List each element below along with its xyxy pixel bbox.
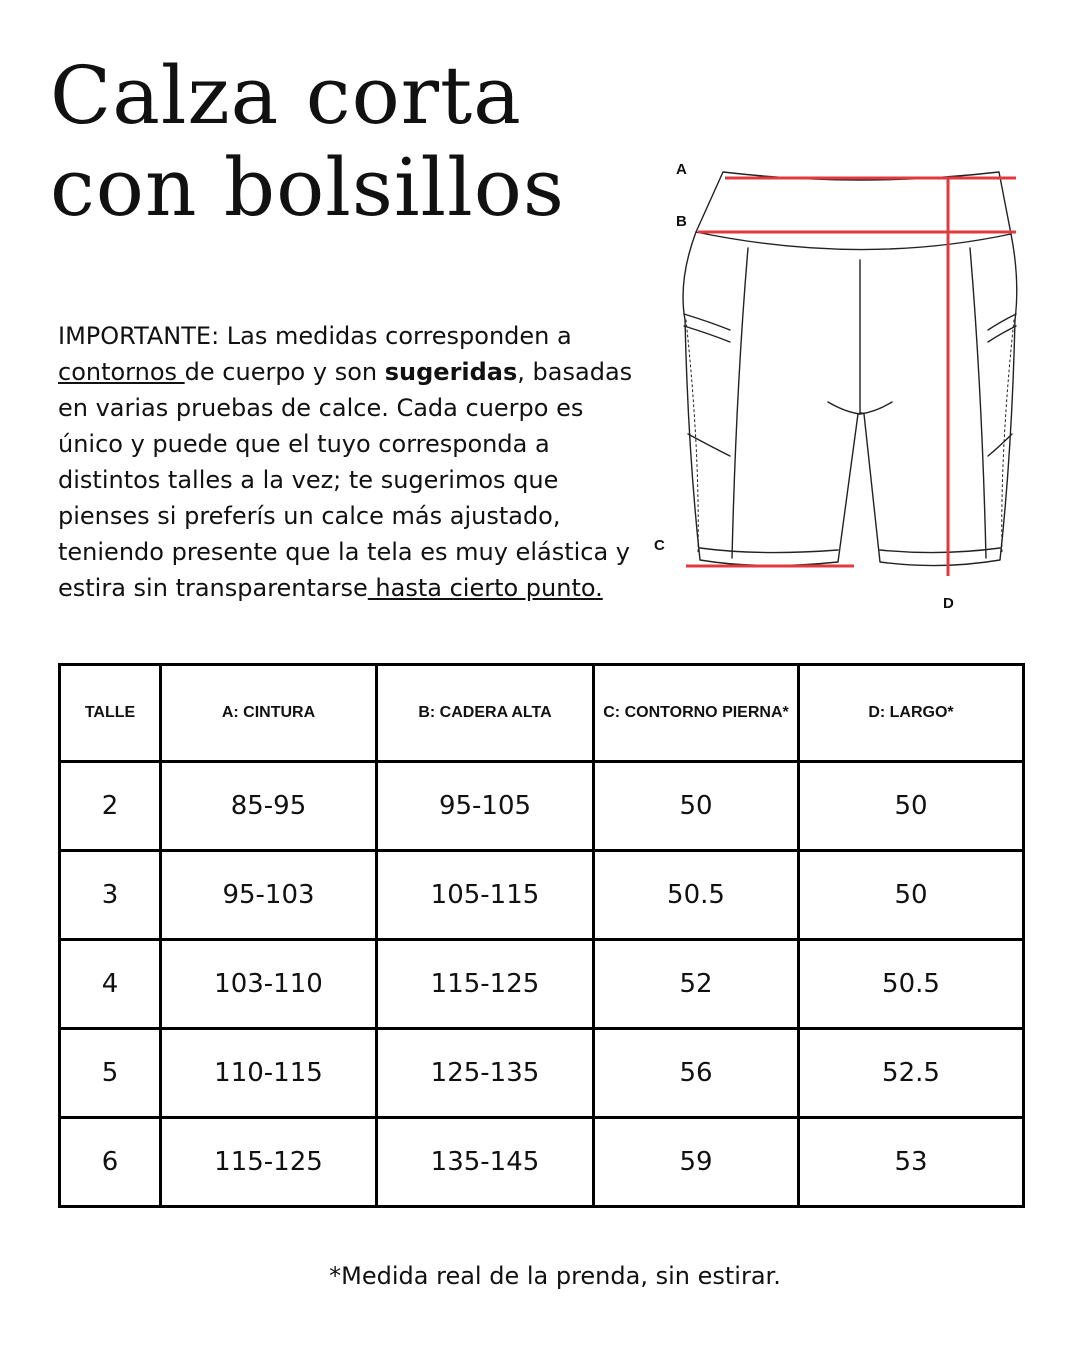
cell-cadera-alta: 105-115 [377,851,594,940]
cell-cadera-alta: 115-125 [377,940,594,1029]
footnote: *Medida real de la prenda, sin estirar. [329,1262,781,1290]
cell-contorno-pierna: 50.5 [594,851,799,940]
cell-largo: 50.5 [799,940,1024,1029]
cell-contorno-pierna: 59 [594,1118,799,1207]
cell-talle: 3 [60,851,161,940]
header-cintura: A: CINTURA [161,665,377,762]
intro-bold-sugeridas: sugeridas [384,358,518,386]
header-contorno-pierna: C: CONTORNO PIERNA* [594,665,799,762]
header-cadera-alta: B: CADERA ALTA [377,665,594,762]
cell-largo: 50 [799,762,1024,851]
intro-underline-contornos: contornos [58,358,185,386]
shorts-diagram [640,150,1040,620]
size-table [58,663,1025,1208]
header-talle: TALLE [60,665,161,762]
label-a: A [676,161,687,178]
label-d: D [943,595,954,612]
cell-largo: 52.5 [799,1029,1024,1118]
header-largo: D: LARGO* [799,665,1024,762]
intro-underline-hasta: hasta cierto punto. [367,574,603,602]
intro-paragraph [58,318,648,606]
table-header-row [60,665,1024,762]
table-row [60,1029,1024,1118]
cell-talle: 2 [60,762,161,851]
intro-rest: , basadas en varias pruebas de calce. Cada cuerpo es único y puede que el tuyo corresponda a distintos talles a la vez; te sugerimos que pienses si preferís un calce más ajustado, teniendo presente que la tela es muy elástica y estira sin transparentarse [58,358,633,602]
cell-cadera-alta: 95-105 [377,762,594,851]
cell-cintura: 103-110 [161,940,377,1029]
table-row [60,762,1024,851]
cell-cintura: 95-103 [161,851,377,940]
label-b: B [676,213,687,230]
intro-mid: de cuerpo y son [184,358,385,386]
cell-talle: 6 [60,1118,161,1207]
page-title [50,50,565,234]
table-row [60,940,1024,1029]
cell-largo: 53 [799,1118,1024,1207]
waistband-outline [696,172,1011,250]
cell-talle: 5 [60,1029,161,1118]
cell-contorno-pierna: 50 [594,762,799,851]
cell-contorno-pierna: 52 [594,940,799,1029]
cell-cadera-alta: 125-135 [377,1029,594,1118]
cell-cintura: 115-125 [161,1118,377,1207]
table-row [60,1118,1024,1207]
cell-contorno-pierna: 56 [594,1029,799,1118]
cell-cintura: 110-115 [161,1029,377,1118]
title-line-2: con bolsillos [50,141,565,234]
label-c: C [654,537,665,554]
cell-talle: 4 [60,940,161,1029]
intro-lead: IMPORTANTE: Las medidas corresponden a [58,322,572,350]
cell-cintura: 85-95 [161,762,377,851]
title-line-1: Calza corta [50,49,522,142]
table-row [60,851,1024,940]
cell-largo: 50 [799,851,1024,940]
cell-cadera-alta: 135-145 [377,1118,594,1207]
